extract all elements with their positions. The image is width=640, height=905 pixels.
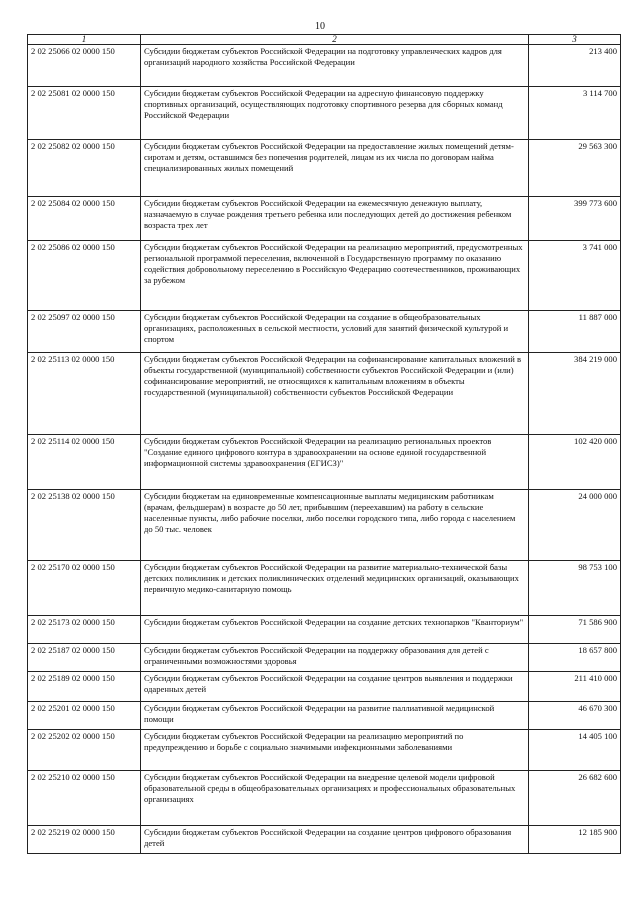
subsidy-amount: 46 670 300 <box>529 702 621 730</box>
subsidy-amount: 102 420 000 <box>529 435 621 490</box>
subsidy-description: Субсидии бюджетам субъектов Российской Федерации на создание центров выявления и поддержки одаренных детей <box>141 672 529 702</box>
budget-code: 2 02 25138 02 0000 150 <box>28 490 141 561</box>
subsidy-amount: 12 185 900 <box>529 826 621 854</box>
subsidy-description: Субсидии бюджетам субъектов Российской Федерации на внедрение целевой модели цифровой образовательной среды в общеобразовательных организациях и профессиональных образовательных организациях <box>141 771 529 826</box>
subsidy-amount: 26 682 600 <box>529 771 621 826</box>
table-row <box>28 826 621 854</box>
subsidy-amount: 29 563 300 <box>529 140 621 197</box>
budget-code: 2 02 25097 02 0000 150 <box>28 311 141 353</box>
subsidy-description: Субсидии бюджетам на единовременные компенсационные выплаты медицинским работникам (врачам, фельдшерам) в возрасте до 50 лет, прибывшим (переехавшим) на работу в сельские населенные пункты, либо рабочие поселки, либо поселки городского типа, либо города с населением до 50 тыс. человек <box>141 490 529 561</box>
subsidy-amount: 18 657 800 <box>529 644 621 672</box>
column-number-1: 1 <box>28 35 141 45</box>
subsidy-description: Субсидии бюджетам субъектов Российской Федерации на предоставление жилых помещений детям-сиротам и детям, оставшимся без попечения родителей, лицам из их числа по договорам найма специализированных жилых помещений <box>141 140 529 197</box>
table-row <box>28 45 621 87</box>
table-row <box>28 490 621 561</box>
column-number-2: 2 <box>141 35 529 45</box>
subsidy-amount: 3 114 700 <box>529 87 621 140</box>
budget-code: 2 02 25113 02 0000 150 <box>28 353 141 435</box>
budget-code: 2 02 25173 02 0000 150 <box>28 616 141 644</box>
budget-code: 2 02 25201 02 0000 150 <box>28 702 141 730</box>
table-row <box>28 702 621 730</box>
budget-code: 2 02 25219 02 0000 150 <box>28 826 141 854</box>
table-row <box>28 435 621 490</box>
subsidy-description: Субсидии бюджетам субъектов Российской Федерации на развитие паллиативной медицинской помощи <box>141 702 529 730</box>
subsidy-amount: 384 219 000 <box>529 353 621 435</box>
table-row <box>28 730 621 771</box>
budget-code: 2 02 25081 02 0000 150 <box>28 87 141 140</box>
table-row <box>28 771 621 826</box>
subsidy-amount: 11 887 000 <box>529 311 621 353</box>
table-row <box>28 561 621 616</box>
table-body <box>28 45 621 854</box>
subsidy-amount: 3 741 000 <box>529 241 621 311</box>
subsidy-description: Субсидии бюджетам субъектов Российской Федерации на реализацию мероприятий по предупреждению и борьбе с социально значимыми инфекционными заболеваниями <box>141 730 529 771</box>
budget-code: 2 02 25086 02 0000 150 <box>28 241 141 311</box>
budget-code: 2 02 25082 02 0000 150 <box>28 140 141 197</box>
budget-code: 2 02 25210 02 0000 150 <box>28 771 141 826</box>
subsidy-amount: 399 773 600 <box>529 197 621 241</box>
subsidy-amount: 71 586 900 <box>529 616 621 644</box>
subsidy-description: Субсидии бюджетам субъектов Российской Федерации на создание детских технопарков "Кванториум" <box>141 616 529 644</box>
subsidy-amount: 14 405 100 <box>529 730 621 771</box>
table-row <box>28 644 621 672</box>
budget-code: 2 02 25187 02 0000 150 <box>28 644 141 672</box>
budget-code: 2 02 25189 02 0000 150 <box>28 672 141 702</box>
subsidy-description: Субсидии бюджетам субъектов Российской Федерации на реализацию мероприятий, предусмотренных региональной программой переселения, включенной в Государственную программу по оказанию содействия добровольному переселению в Российскую Федерацию соотечественников, проживающих за рубежом <box>141 241 529 311</box>
subsidy-description: Субсидии бюджетам субъектов Российской Федерации на поддержку образования для детей с ограниченными возможностями здоровья <box>141 644 529 672</box>
table-row <box>28 616 621 644</box>
subsidy-amount: 211 410 000 <box>529 672 621 702</box>
table-row <box>28 241 621 311</box>
subsidy-description: Субсидии бюджетам субъектов Российской Федерации на создание центров цифрового образования детей <box>141 826 529 854</box>
budget-code: 2 02 25066 02 0000 150 <box>28 45 141 87</box>
subsidy-amount: 213 400 <box>529 45 621 87</box>
budget-code: 2 02 25114 02 0000 150 <box>28 435 141 490</box>
subsidy-description: Субсидии бюджетам субъектов Российской Федерации на подготовку управленческих кадров для организаций народного хозяйства Российской Федерации <box>141 45 529 87</box>
page-number: 10 <box>315 21 325 32</box>
table-row <box>28 672 621 702</box>
subsidy-description: Субсидии бюджетам субъектов Российской Федерации на ежемесячную денежную выплату, назначаемую в случае рождения третьего ребенка или последующих детей до достижения ребенком возраста трех лет <box>141 197 529 241</box>
subsidy-description: Субсидии бюджетам субъектов Российской Федерации на адресную финансовую поддержку спортивных организаций, осуществляющих подготовку спортивного резерва для сборных команд Российской Федерации <box>141 87 529 140</box>
budget-code: 2 02 25202 02 0000 150 <box>28 730 141 771</box>
subsidy-amount: 98 753 100 <box>529 561 621 616</box>
subsidy-amount: 24 000 000 <box>529 490 621 561</box>
table-row <box>28 87 621 140</box>
table-row <box>28 140 621 197</box>
table-row <box>28 197 621 241</box>
table-row <box>28 311 621 353</box>
subsidy-description: Субсидии бюджетам субъектов Российской Федерации на создание в общеобразовательных организациях, расположенных в сельской местности, условий для занятий физической культурой и спортом <box>141 311 529 353</box>
subsidy-description: Субсидии бюджетам субъектов Российской Федерации на развитие материально-технической базы детских поликлиник и детских поликлинических отделений медицинских организаций, оказывающих первичную медико-санитарную помощь <box>141 561 529 616</box>
budget-code: 2 02 25170 02 0000 150 <box>28 561 141 616</box>
revenue-table <box>27 34 621 854</box>
table-row <box>28 353 621 435</box>
column-number-row <box>28 35 621 45</box>
subsidy-description: Субсидии бюджетам субъектов Российской Федерации на реализацию региональных проектов "Создание единого цифрового контура в здравоохранении на основе единой государственной информационной системы здравоохранения (ЕГИСЗ)" <box>141 435 529 490</box>
subsidy-description: Субсидии бюджетам субъектов Российской Федерации на софинансирование капитальных вложений в объекты государственной (муниципальной) собственности субъектов Российской Федерации и (или) софинансирование мероприятий, не относящихся к капитальным вложениям в объекты государственной (муниципальной) собственности субъектов Российской Федерации <box>141 353 529 435</box>
budget-code: 2 02 25084 02 0000 150 <box>28 197 141 241</box>
column-number-3: 3 <box>529 35 621 45</box>
table-header <box>28 35 621 45</box>
